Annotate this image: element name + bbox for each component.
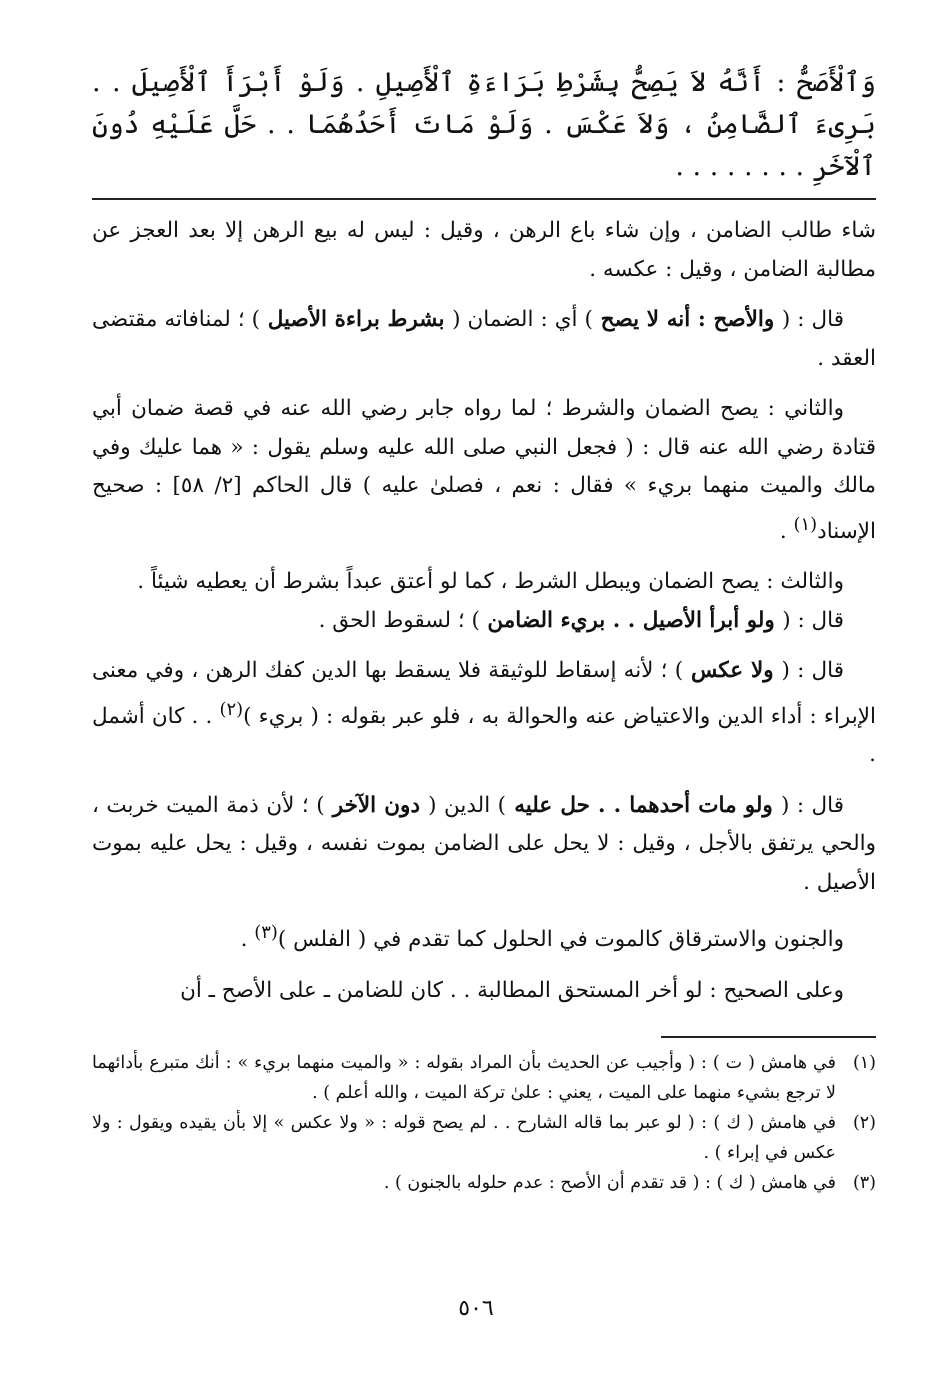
footnote <box>92 1048 876 1108</box>
footnote-number: (١) <box>852 1053 876 1074</box>
paragraph-9: وعلى الصحيح : لو أخر المستحق المطالبة . . كان للضامن ـ على الأصح ـ أن <box>180 977 844 1003</box>
page-number: ٥٠٦ <box>458 1296 494 1321</box>
paragraph-1: شاء طالب الضامن ، وإن شاء باع الرهن ، وقيل : ليس له بيع الرهن إلا بعد العجز عن مطالبة الضامن ، وقيل : عكسه . <box>92 218 876 282</box>
quoted-matn: بشرط براءة الأصيل <box>260 307 453 332</box>
matn-text: وَٱلْأَصَحُّ : أَنَّهُ لاَ يَصِحُّ بِشَرْطِ بَرَاءَةِ ٱلْأَصِيلِ . وَلَوْ أَبْرَأَ ٱلْأَصِيلَ . . بَرِىءَ ٱلضَّامِنُ ، وَلاَ عَكْسَ . وَلَوْ مَاتَ أَحَدُهُمَا . . حَلَّ عَلَيْهِ دُونَ ٱلْآخَرِ . . . . . . . . <box>92 67 876 182</box>
footnote-text: في هامش ( ت ) : ( وأجيب عن الحديث بأن المراد بقوله : « والميت منهما بريء » : أنك متبرع بأدائهما لا ترجع بشيء منهما على الميت ، يعني : علىٰ تركة الميت ، والله أعلم ) . <box>92 1053 836 1104</box>
paragraph-3: والثاني : يصح الضمان والشرط ؛ لما رواه جابر رضي الله عنه في قصة ضمان أبي قتادة رضي الله عنه قال : ( فجعل النبي صلى الله عليه وسلم يقول : « هما عليك وفي مالك والميت منهما بريء » فقال : نعم ، فصلىٰ عليه ) قال الحاكم [٢/ ٥٨] : صحيح الإسناد$^{(١)}$ . <box>92 396 876 544</box>
paragraph-4: والثالث : يصح الضمان ويبطل الشرط ، كما لو أعتق عبداً بشرط أن يعطيه شيئاً . <box>137 569 844 595</box>
quoted-matn: دون الآخر <box>324 792 429 818</box>
matn-divider <box>92 198 876 200</box>
page-content <box>92 62 876 1198</box>
footnote-ref: (١) <box>793 513 818 535</box>
quoted-matn: والأصح : أنه لا يصح <box>592 307 782 332</box>
paragraph-7: قال : ( ولو مات أحدهما . . حل عليه ) الدين ( دون الآخر ) ؛ لأن ذمة الميت خربت ، والحي يرتفق بالأجل ، وقيل : لا يحل على الضامن بموت نفسه ، وقيل : يحل عليه بموت الأصيل . <box>92 792 876 895</box>
paragraph-8: والجنون والاسترقاق كالموت في الحلول كما تقدم في ( الفلس )$^{(٣)}$ . <box>240 922 844 953</box>
paragraph-5: قال : ( ولو أبرأ الأصيل . . بريء الضامن ) ؛ لسقوط الحق . <box>318 607 844 633</box>
footnote-text: في هامش ( ك ) : ( قد تقدم أن الأصح : عدم حلوله بالجنون ) . <box>383 1173 836 1194</box>
footnote <box>92 1108 876 1168</box>
quoted-matn: ولو مات أحدهما . . حل عليه <box>506 792 781 818</box>
footnote-number: (٣) <box>852 1173 876 1194</box>
footnote <box>92 1168 876 1198</box>
footnote-ref: (٣) <box>254 922 278 944</box>
footnote-number: (٢) <box>852 1113 876 1134</box>
commentary <box>92 212 876 1010</box>
footnotes <box>92 1048 876 1198</box>
quoted-matn: ولا عكس <box>683 658 782 684</box>
paragraph-2: قال : ( والأصح : أنه لا يصح ) أي : الضمان ( بشرط براءة الأصيل ) ؛ لمنافاته مقتضى العقد . <box>92 307 876 371</box>
paragraph-6: قال : ( ولا عكس ) ؛ لأنه إسقاط للوثيقة فلا يسقط بها الدين كفك الرهن ، وفي معنى الإبراء : أداء الدين والاعتياض عنه والحوالة به ، فلو عبر بقوله : ( بريء )$^{(٢)}$ . . كان أشمل . <box>92 658 876 768</box>
quoted-matn: ولو أبرأ الأصيل . . بريء الضامن <box>479 607 783 633</box>
footnote-text: في هامش ( ك ) : ( لو عبر بما قاله الشارح . . لم يصح قوله : « ولا عكس » إلا بأن يقيده ويقول : ولا عكس في إبراء ) . <box>92 1113 836 1164</box>
footnote-ref: (٢) <box>219 698 244 720</box>
footnote-divider <box>661 1036 876 1038</box>
